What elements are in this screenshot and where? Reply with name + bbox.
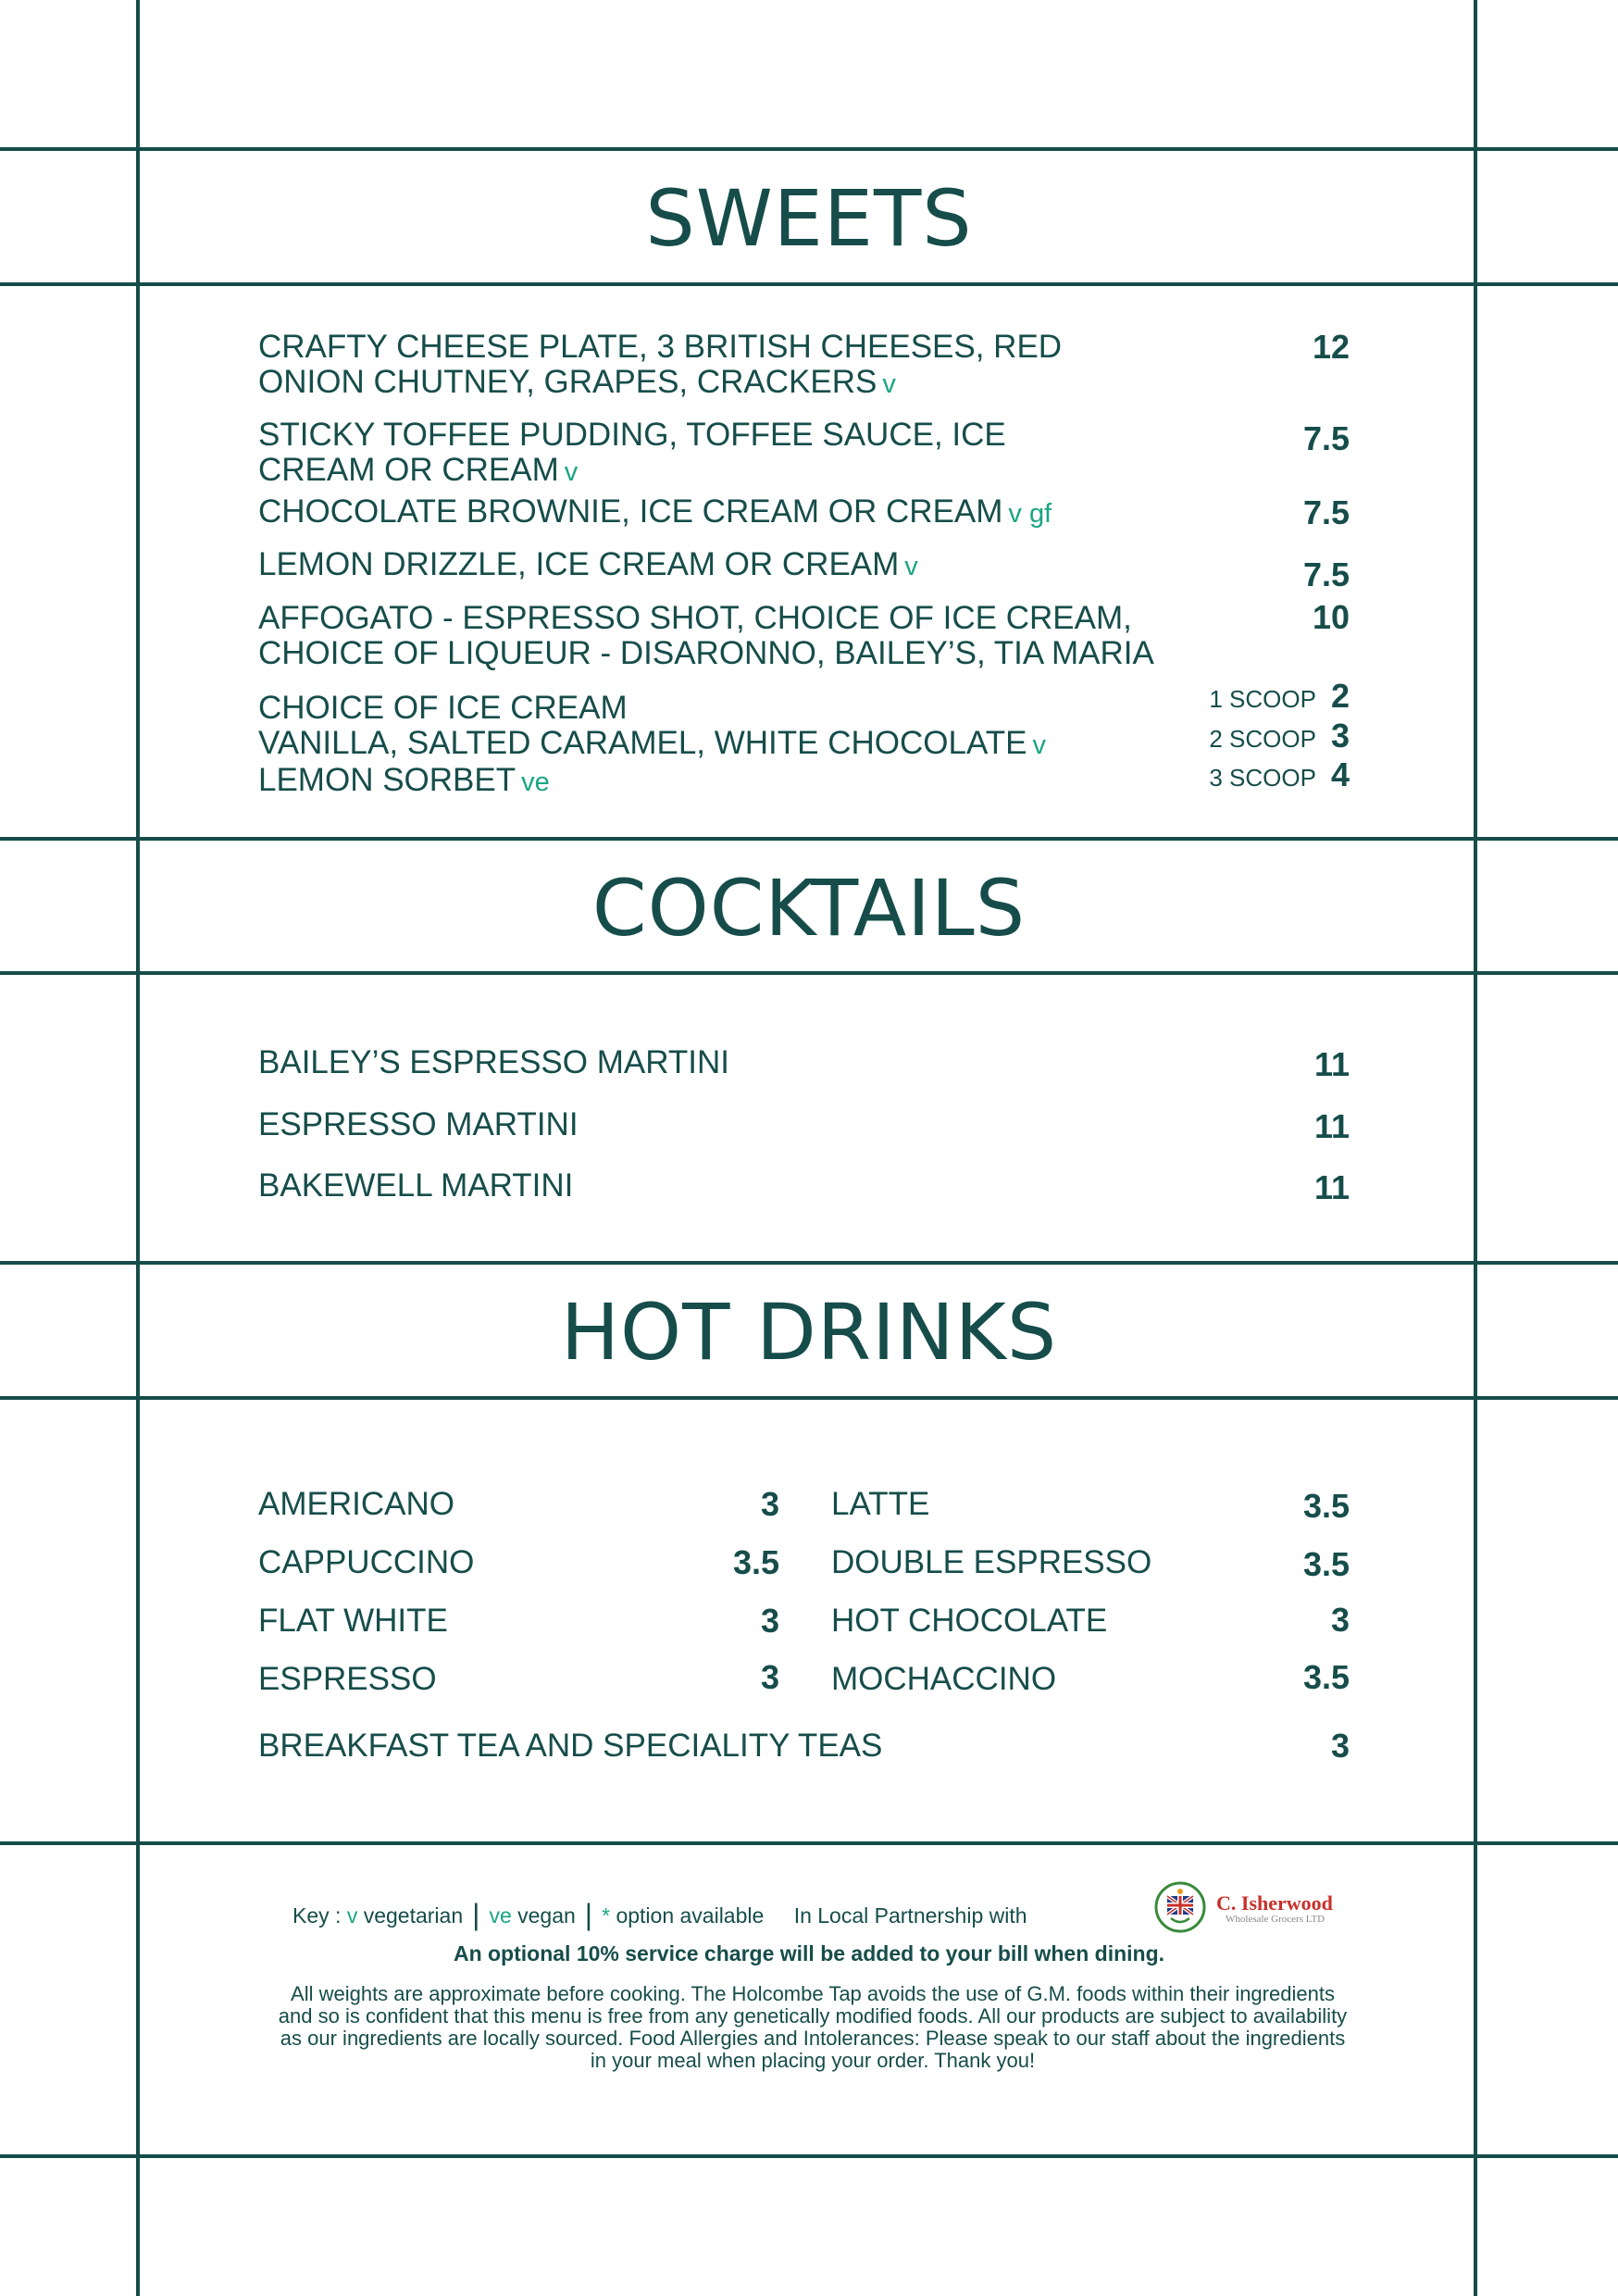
item-price: 3.5 <box>732 1543 779 1581</box>
menu-item-espresso-martini: ESPRESSO MARTINI <box>258 1106 579 1142</box>
cocktails-title: COCKTAILS <box>591 863 1027 954</box>
menu-item-ice-cream <box>258 691 1046 800</box>
partner-logo-name: C. Isherwood <box>1216 1891 1333 1915</box>
diet-tag: v <box>904 552 918 581</box>
isherwood-logo-icon <box>1154 1881 1206 1933</box>
menu-item-lemon-drizzle <box>258 547 918 584</box>
item-line: VANILLA, SALTED CARAMEL, WHITE CHOCOLATE <box>258 725 1027 761</box>
key-label: Key : <box>292 1903 342 1928</box>
scoop-label: 1 SCOOP <box>1209 685 1316 713</box>
menu-item-affogato <box>258 601 1154 671</box>
item-price: 7.5 <box>1302 419 1350 457</box>
key-ve-symbol: ve <box>489 1903 512 1928</box>
scoop-price: 3 <box>1330 717 1350 755</box>
menu-item-cheese-plate <box>258 330 1062 402</box>
partner-text: In Local Partnership with <box>793 1903 1027 1928</box>
item-price: 12 <box>1312 328 1350 366</box>
sweets-title: SWEETS <box>645 173 973 264</box>
grid-line <box>0 837 1618 841</box>
menu-item-flat-white: FLAT WHITE <box>258 1603 448 1639</box>
grid-line <box>0 1841 1618 1845</box>
partner-logo-sub: Wholesale Grocers LTD <box>1226 1914 1326 1925</box>
item-price: 7.5 <box>1302 555 1350 593</box>
menu-item-bakewell-martini: BAKEWELL MARTINI <box>258 1167 574 1204</box>
item-price: 11 <box>1313 1168 1350 1206</box>
item-price: 3.5 <box>1302 1545 1350 1583</box>
scoop-price-row <box>1209 679 1350 721</box>
grid-line <box>0 971 1618 975</box>
menu-item-baileys-martini: BAILEY’S ESPRESSO MARTINI <box>258 1044 729 1080</box>
menu-item-hot-chocolate: HOT CHOCOLATE <box>831 1603 1108 1639</box>
key-star-text: option available <box>616 1903 765 1928</box>
menu-item-cappuccino: CAPPUCCINO <box>258 1544 475 1580</box>
item-price: 3 <box>1330 1727 1350 1765</box>
item-line: LEMON DRIZZLE, ICE CREAM OR CREAM <box>258 546 900 582</box>
key-star-symbol: * <box>602 1903 611 1928</box>
grid-line <box>0 1396 1618 1400</box>
item-line: CREAM OR CREAM <box>258 452 559 488</box>
scoop-price-row <box>1209 757 1350 800</box>
service-charge-note: An optional 10% service charge will be added to your bill when dining. <box>453 1941 1165 1965</box>
diet-tag: v <box>1032 730 1046 760</box>
disclaimer-text: All weights are approximate before cooking. The Holcombe Tap avoids the use of G.M. foods within their ingredients and so is confident that this menu is free from any genetically modified foods. All our products are subject to availability as our ingredients are locally sourced. Food Allergies and Intolerances: Please speak to our staff about the ingredients in your meal when placing your order. Thank you! <box>278 1982 1348 2072</box>
scoop-label: 3 SCOOP <box>1209 764 1316 792</box>
item-price: 3 <box>760 1658 779 1696</box>
item-line: AFFOGATO - ESPRESSO SHOT, CHOICE OF ICE CREAM, <box>258 600 1132 636</box>
item-line: CHOICE OF ICE CREAM <box>258 690 628 726</box>
hot-drinks-title: HOT DRINKS <box>560 1287 1058 1378</box>
diet-tag: v <box>882 369 896 399</box>
item-price: 3 <box>760 1602 779 1640</box>
menu-item-double-espresso: DOUBLE ESPRESSO <box>831 1544 1152 1580</box>
key-v-text: vegetarian <box>363 1903 464 1928</box>
item-price: 3 <box>1330 1601 1350 1639</box>
item-price: 10 <box>1312 598 1350 636</box>
item-line: STICKY TOFFEE PUDDING, TOFFEE SAUCE, ICE <box>258 417 1006 453</box>
key-v-symbol: v <box>346 1903 358 1928</box>
diet-tag: ve <box>521 767 550 797</box>
item-price: 11 <box>1313 1045 1350 1083</box>
item-line: LEMON SORBET <box>258 762 517 798</box>
menu-item-brownie <box>258 494 1052 531</box>
item-price: 7.5 <box>1302 493 1350 531</box>
diet-tag: v gf <box>1008 499 1052 529</box>
scoop-price: 2 <box>1330 677 1350 715</box>
scoop-price: 4 <box>1330 755 1350 793</box>
scoop-price-row <box>1209 718 1350 761</box>
item-line: CHOCOLATE BROWNIE, ICE CREAM OR CREAM <box>258 493 1003 530</box>
diet-tag: v <box>564 457 579 487</box>
menu-item-mochaccino: MOCHACCINO <box>831 1661 1057 1697</box>
item-line: CHOICE OF LIQUEUR - DISARONNO, BAILEY’S, TIA MARIA <box>258 635 1154 671</box>
menu-item-espresso: ESPRESSO <box>258 1661 437 1697</box>
scoop-label: 2 SCOOP <box>1209 725 1316 753</box>
item-price: 11 <box>1313 1107 1350 1145</box>
menu-item-americano: AMERICANO <box>258 1486 454 1522</box>
grid-line <box>0 282 1618 286</box>
grid-line <box>0 147 1618 151</box>
menu-item-teas: BREAKFAST TEA AND SPECIALITY TEAS <box>258 1728 883 1764</box>
item-price: 3 <box>760 1485 779 1523</box>
key-ve-text: vegan <box>517 1903 576 1928</box>
menu-item-latte: LATTE <box>831 1486 930 1522</box>
item-price: 3.5 <box>1302 1487 1350 1525</box>
item-line: ONION CHUTNEY, GRAPES, CRACKERS <box>258 364 877 400</box>
dietary-key: Key : v vegetarian | ve vegan | * option available In Local Partnership with <box>292 1898 1027 1931</box>
item-line: CRAFTY CHEESE PLATE, 3 BRITISH CHEESES, RED <box>258 329 1063 365</box>
grid-line <box>0 2154 1618 2158</box>
menu-item-sticky-toffee <box>258 418 1006 490</box>
grid-line <box>0 1261 1618 1265</box>
item-price: 3.5 <box>1302 1658 1350 1696</box>
